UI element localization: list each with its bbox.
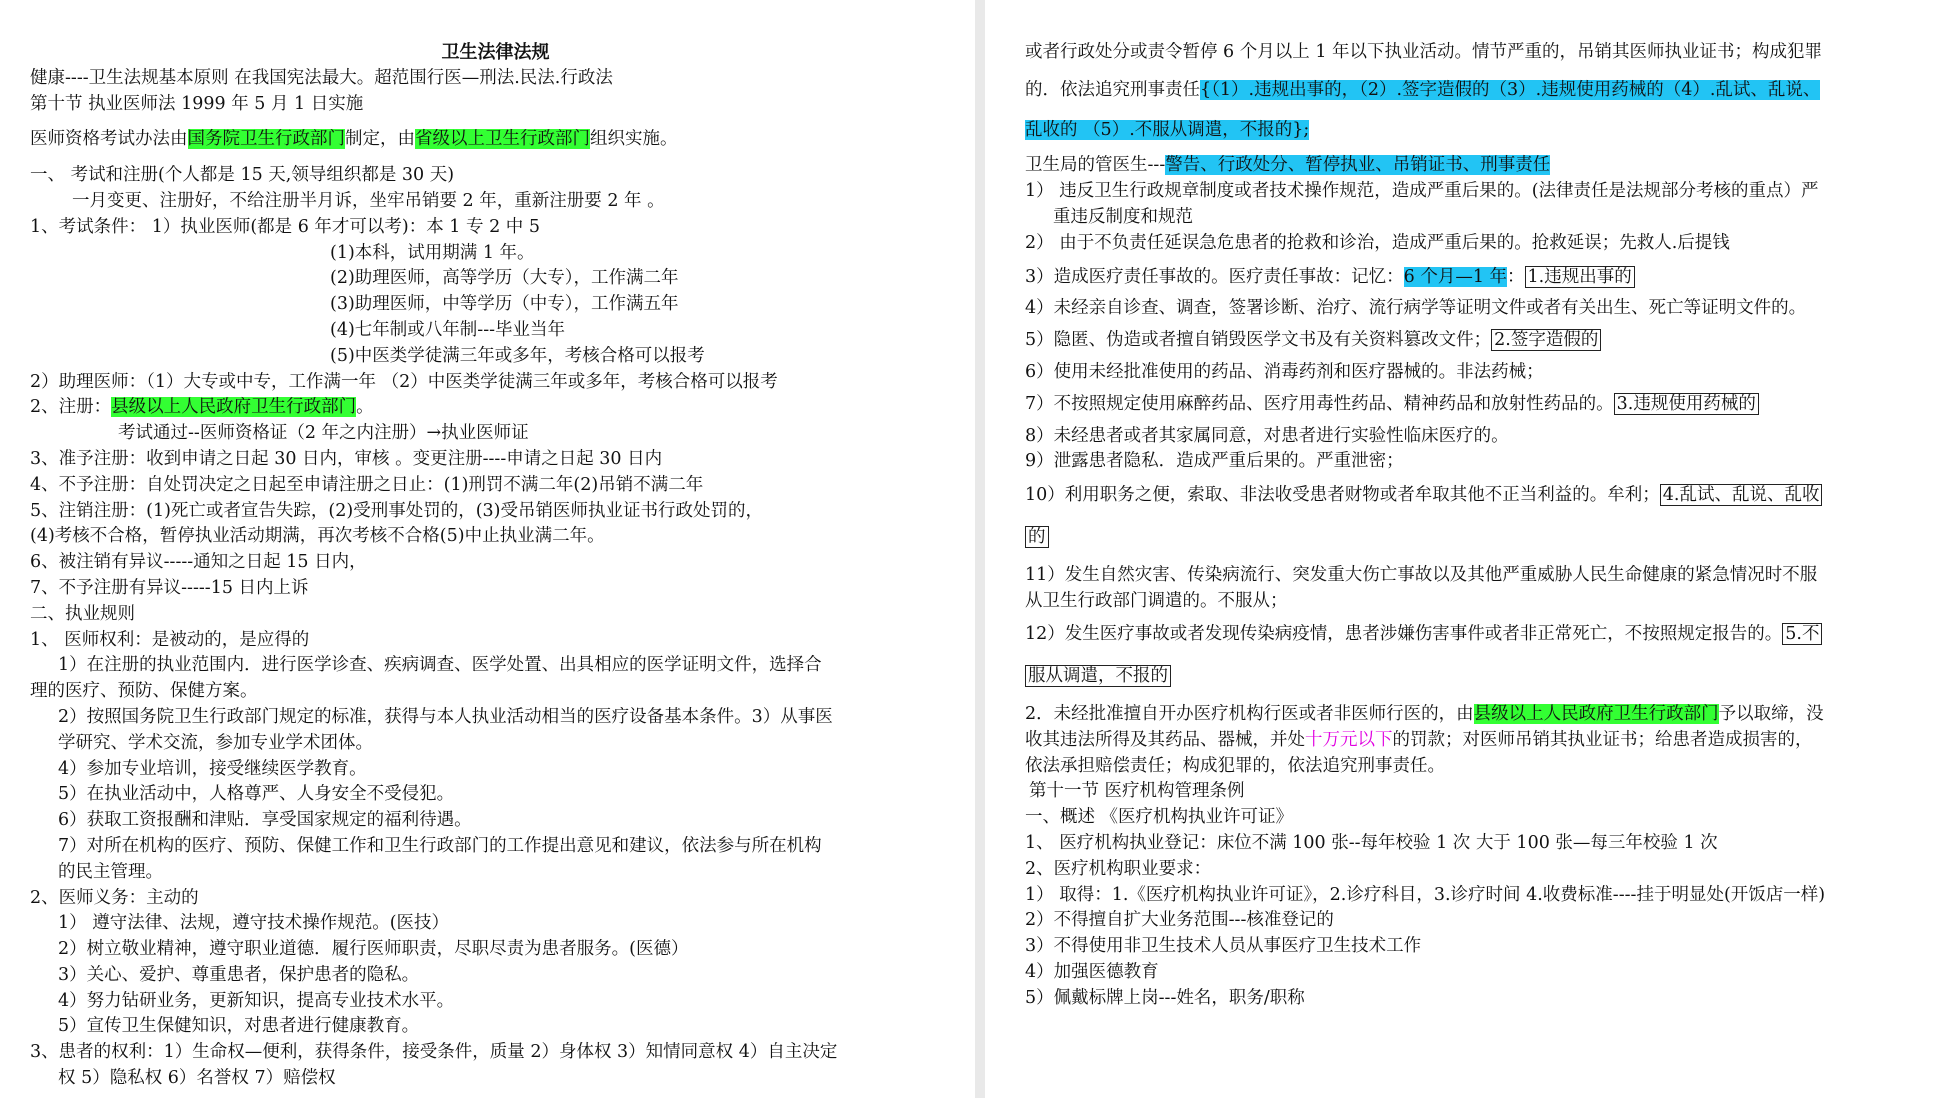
highlight: 国务院卫生行政部门 [187, 129, 345, 150]
text-line [1025, 622, 1926, 648]
text-segment: 2、注册： [30, 397, 112, 418]
text-line: (1)本科，试用期满 1 年。 [330, 242, 535, 263]
text-segment: 卫生局的管医生--- [1025, 155, 1166, 176]
section-heading: 二、执业规则 [30, 603, 135, 624]
text-segment: 5）隐匿、伪造或者擅自销毁医学文书及有关资料篡改文件； [1025, 330, 1492, 351]
highlight: 6 个月—1 年 [1403, 266, 1508, 287]
section-heading: 一、 考试和注册(个人都是 15 天,领导组织都是 30 天) [30, 165, 455, 186]
text-line: 一月变更、注册好，不给注册半月诉，坐牢吊销要 2 年，重新注册要 2 年 。 [72, 190, 665, 211]
text-line [1025, 483, 1926, 509]
text-line: 理的医疗、预防、保健方案。 [30, 681, 258, 702]
text-line: 或者行政处分或责令暂停 6 个月以上 1 年以下执业活动。情节严重的，吊销其医师执业证书；构成犯罪 [1025, 42, 1823, 62]
text-segment: 2．未经批准擅自开办医疗机构行医或者非医师行医的，由 [1025, 703, 1474, 724]
text-line: 的民主管理。 [58, 861, 163, 882]
text-line: 5）佩戴标牌上岗---姓名，职务/职称 [1025, 987, 1305, 1008]
right-page [985, 0, 1944, 1098]
text-line: 2）按照国务院卫生行政部门规定的标准，获得与本人执业活动相当的医疗设备基本条件。3）从事医 [58, 706, 833, 727]
text-line [1025, 702, 1926, 728]
text-line: (3)助理医师，中等学历（中专），工作满五年 [330, 294, 679, 315]
text-line: 2）助理医师：（1）大专或中专，工作满一年 （2）中医类学徒满三年或多年，考核合格可以报考 [30, 371, 778, 392]
text-line: 1、 医疗机构执业登记：床位不满 100 张--每年校验 1 次 大于 100 张—每三年校验 1 次 [1025, 832, 1718, 853]
boxed-note: 2.签字造假的 [1491, 329, 1601, 351]
text-segment: 的罚款；对医师吊销其执业证书；给患者造成损害的， [1392, 729, 1813, 750]
text-line: 5）在执业活动中，人格尊严、人身安全不受侵犯。 [58, 784, 455, 805]
text-line: 9）泄露患者隐私．造成严重后果的。严重泄密； [1025, 451, 1404, 472]
text-line: 1） 遵守法律、法规，遵守技术操作规范。(医技） [58, 913, 450, 934]
text-line: 1）在注册的执业范围内．进行医学诊查、疾病调查、医学处置、出具相应的医学证明文件，选择合 [58, 655, 822, 676]
text-line: (4)七年制或八年制---毕业当年 [330, 319, 566, 340]
text-line: 11）发生自然灾害、传染病流行、突发重大伤亡事故以及其他严重威胁人民生命健康的紧急情况时不服 [1025, 564, 1818, 585]
text-line [1025, 153, 1926, 179]
text-segment: 制定，由 [345, 129, 415, 150]
text-line: 5、注销注册：(1)死亡或者宣告失踪，(2)受刑事处罚的，(3)受吊销医师执业证书行政处罚的， [30, 500, 763, 521]
text-line: (4)考核不合格，暂停执业活动期满，再次考核不合格(5)中止执业满二年。 [30, 526, 605, 547]
text-line [30, 127, 961, 153]
text-line: 从卫生行政部门调遣的。不服从； [1025, 590, 1288, 611]
section-heading: 第十节 执业医师法 1999 年 5 月 1 日实施 [30, 93, 364, 114]
highlight: 警告、行政处分、暂停执业、吊销证书、刑事责任 [1165, 155, 1551, 176]
text-line: 依法承担赔偿责任；构成犯罪的，依法追究刑事责任。 [1025, 755, 1445, 776]
text-line [1025, 664, 1926, 690]
text-line: 4）未经亲自诊查、调查，签署诊断、治疗、流行病学等证明文件或者有关出生、死亡等证明文件的。 [1025, 298, 1807, 319]
text-segment: 12）发生医疗事故或者发现传染病疫情，患者涉嫌伤害事件或者非正常死亡，不按照规定报告的。 [1025, 624, 1783, 645]
text-line: 考试通过--医师资格证（2 年之内注册）→执业医师证 [118, 423, 529, 444]
text-line: 重违反制度和规范 [1053, 206, 1193, 227]
text-line: (2)助理医师，高等学历（大专），工作满二年 [330, 268, 679, 289]
text-line [1025, 265, 1926, 291]
text-line: (5)中医类学徒满三年或多年，考核合格可以报考 [330, 345, 705, 366]
text-line: 6）获取工资报酬和津贴．享受国家规定的福利待遇。 [58, 810, 472, 831]
text-segment: ： [1507, 266, 1525, 287]
text-line: 2）不得擅自扩大业务范围---核准登记的 [1025, 910, 1334, 931]
text-line: 1、考试条件： 1）执业医师(都是 6 年才可以考)：本 1 专 2 中 5 [30, 216, 540, 237]
text-line: 8）未经患者或者其家属同意，对患者进行实验性临床医疗的。 [1025, 425, 1509, 446]
text-line: 4）参加专业培训，接受继续医学教育。 [58, 758, 367, 779]
text-line: 1） 取得：1.《医疗机构执业许可证》，2.诊疗科目，3.诊疗时间 4.收费标准----挂于明显处(开饭店一样) [1025, 884, 1826, 905]
section-heading: 一、概述 《医疗机构执业许可证》 [1025, 807, 1294, 828]
text-line [1025, 118, 1926, 144]
text-segment: 组织实施。 [590, 129, 678, 150]
boxed-note: 5.不 [1782, 623, 1822, 645]
text-line: 6、被注销有异议-----通知之日起 15 日内， [30, 552, 367, 573]
text-segment: 。 [356, 397, 374, 418]
text-line: 1、 医师权利：是被动的，是应得的 [30, 629, 310, 650]
section-heading: 第十一节 医疗机构管理条例 [1029, 781, 1245, 802]
text-segment: 收其违法所得及其药品、器械，并处 [1025, 729, 1305, 750]
text-line: 3、准予注册：收到申请之日起 30 日内，审核 。变更注册----申请之日起 30 日内 [30, 448, 663, 469]
text-line [1025, 328, 1926, 354]
text-line: 4、不予注册：自处罚决定之日起至申请注册之日止：(1)刑罚不满二年(2)吊销不满二年 [30, 474, 704, 495]
text-line [1025, 392, 1926, 418]
text-line [1025, 78, 1926, 104]
highlight: 县级以上人民政府卫生行政部门 [1473, 703, 1719, 724]
text-segment: 7）不按照规定使用麻醉药品、医疗用毒性药品、精神药品和放射性药品的。 [1025, 393, 1614, 414]
text-line [1025, 728, 1926, 754]
text-line: 2、医师义务：主动的 [30, 887, 199, 908]
text-line: 3）不得使用非卫生技术人员从事医疗卫生技术工作 [1025, 936, 1422, 957]
magenta-text: 十万元以下 [1305, 729, 1393, 750]
text-line: 2）树立敬业精神，遵守职业道德．履行医师职责，尽职尽责为患者服务。(医德） [58, 939, 689, 960]
text-line: 学研究、学术交流，参加专业学术团体。 [58, 732, 373, 753]
text-line: 2、医疗机构职业要求： [1025, 858, 1212, 879]
text-line: 6）使用未经批准使用的药品、消毒药剂和医疗器械的。非法药械； [1025, 361, 1544, 382]
text-line: 3、患者的权利：1）生命权—便利，获得条件，接受条件，质量 2）身体权 3）知情同意权 4）自主决定 [30, 1042, 838, 1063]
highlight: 县级以上人民政府卫生行政部门 [111, 397, 357, 418]
text-line: 权 5）隐私权 6）名誉权 7）赔偿权 [58, 1068, 336, 1089]
text-line [1025, 525, 1926, 551]
text-line: 健康----卫生法规基本原则 在我国宪法最大。超范围行医—刑法.民法.行政法 [30, 67, 613, 88]
text-line: 7、不予注册有异议-----15 日内上诉 [30, 577, 309, 598]
text-line: 5）宣传卫生保健知识，对患者进行健康教育。 [58, 1016, 420, 1037]
text-segment: 予以取缔，没 [1718, 703, 1824, 724]
text-line [30, 395, 961, 421]
text-line: 3）关心、爱护、尊重患者，保护患者的隐私。 [58, 964, 420, 985]
boxed-note: 的 [1025, 526, 1049, 548]
highlight: 乱收的 （5）.不服从调遣，不报的}; [1025, 119, 1310, 140]
text-line: 1） 违反卫生行政规章制度或者技术操作规范，造成严重后果的。(法律责任是法规部分考核的重点）严 [1025, 181, 1819, 202]
highlight: 省级以上卫生行政部门 [415, 129, 590, 150]
text-segment: 10）利用职务之便，索取、非法收受患者财物或者牟取其他不正当利益的。牟利； [1025, 485, 1660, 506]
text-line: 4）努力钻研业务，更新知识，提高专业技术水平。 [58, 990, 455, 1011]
text-segment: 的．依法追究刑事责任 [1025, 79, 1200, 100]
boxed-note: 4.乱试、乱说、乱收 [1660, 484, 1823, 506]
highlight: {（1）.违规出事的，（2）.签字造假的（3）.违规使用药械的（4）.乱试、乱说、 [1200, 79, 1821, 100]
text-line: 2） 由于不负责任延误急危患者的抢救和诊治，造成严重后果的。抢救延误；先救人.后提钱 [1025, 232, 1730, 253]
text-segment: 3）造成医疗责任事故的。医疗责任事故：记忆： [1025, 266, 1404, 287]
document-title: 卫生法律法规 [441, 42, 550, 63]
boxed-note: 3.违规使用药械的 [1614, 393, 1759, 415]
text-line: 4）加强医德教育 [1025, 961, 1159, 982]
boxed-note: 服从调遣，不报的 [1025, 665, 1171, 687]
text-segment: 医师资格考试办法由 [30, 129, 188, 150]
text-line: 7）对所在机构的医疗、预防、保健工作和卫生行政部门的工作提出意见和建议，依法参与所在机构 [58, 835, 822, 856]
boxed-note: 1.违规出事的 [1525, 266, 1635, 288]
